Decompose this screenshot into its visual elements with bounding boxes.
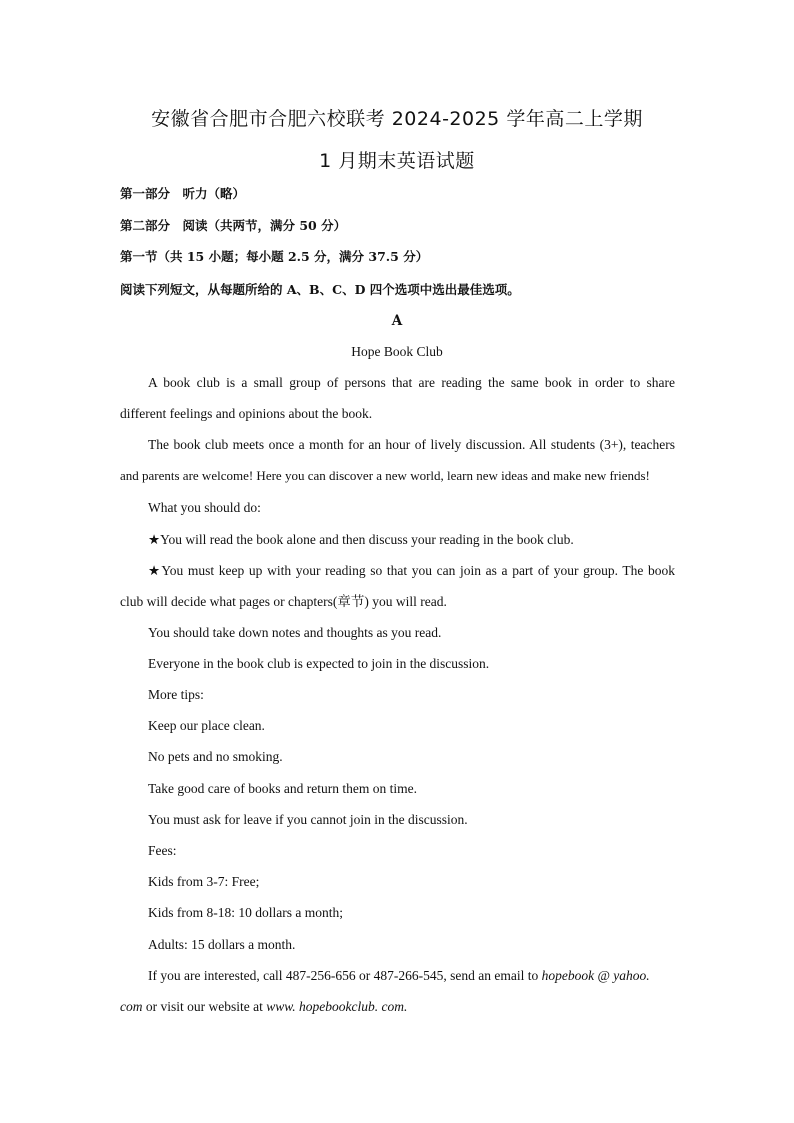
fees-heading: Fees: — [148, 843, 177, 858]
contact-line-1 — [148, 968, 650, 984]
document-title-line-2: 1 月期末英语试题 — [319, 150, 475, 172]
everyone-line: Everyone in the book club is expected to join in the discussion. — [148, 656, 490, 671]
tip-3: Take good care of books and return them on time. — [148, 781, 417, 796]
part-one-heading: 第一部分 听力（略） — [120, 186, 246, 201]
tip-2: No pets and no smoking. — [148, 749, 283, 764]
notes-line: You should take down notes and thoughts as you read. — [148, 625, 442, 640]
tip-4: You must ask for leave if you cannot join in the discussion. — [148, 812, 468, 827]
contact-line-2 — [120, 999, 407, 1015]
passage-heading: Hope Book Club — [351, 344, 443, 359]
contact-website: www. hopebookclub. com. — [266, 999, 408, 1014]
contact-email-part-2: com — [120, 999, 143, 1014]
contact-email-part-1: hopebook @ yahoo. — [541, 968, 650, 983]
paragraph-2-line-2: and parents are welcome! Here you can discover a new world, learn new ideas and make new friends! — [120, 468, 650, 483]
what-you-should-do: What you should do: — [148, 500, 261, 515]
paragraph-2-line-1: The book club meets once a month for an hour of lively discussion. All students (3+), teachers — [148, 437, 675, 452]
part-two-heading: 第二部分 阅读（共两节，满分 50 分） — [120, 218, 347, 233]
rule-star-1: ★You will read the book alone and then discuss your reading in the book club. — [148, 532, 574, 547]
contact-website-intro: or visit our website at — [142, 999, 267, 1014]
contact-phone-text: If you are interested, call 487-256-656 or 487-266-545, send an email to — [148, 968, 542, 983]
fee-1: Kids from 3-7: Free; — [148, 874, 260, 889]
more-tips-heading: More tips: — [148, 687, 204, 702]
reading-instruction: 阅读下列短文，从每题所给的 A、B、C、D 四个选项中选出最佳选项。 — [120, 282, 520, 297]
document-title-line-1: 安徽省合肥市合肥六校联考 2024-2025 学年高二上学期 — [151, 108, 643, 130]
paragraph-1-line-2: different feelings and opinions about the book. — [120, 406, 373, 421]
rule-star-2-line-1: ★You must keep up with your reading so that you can join as a part of your group. The book — [148, 563, 675, 578]
fee-2: Kids from 8-18: 10 dollars a month; — [148, 905, 343, 920]
passage-label: A — [391, 313, 403, 329]
tip-1: Keep our place clean. — [148, 718, 265, 733]
paragraph-1-line-1: A book club is a small group of persons that are reading the same book in order to share — [148, 375, 675, 390]
fee-3: Adults: 15 dollars a month. — [148, 937, 296, 952]
section-one-heading: 第一节（共 15 小题；每小题 2.5 分，满分 37.5 分） — [120, 249, 429, 264]
rule-star-2-line-2: club will decide what pages or chapters(章节) you will read. — [120, 594, 447, 609]
